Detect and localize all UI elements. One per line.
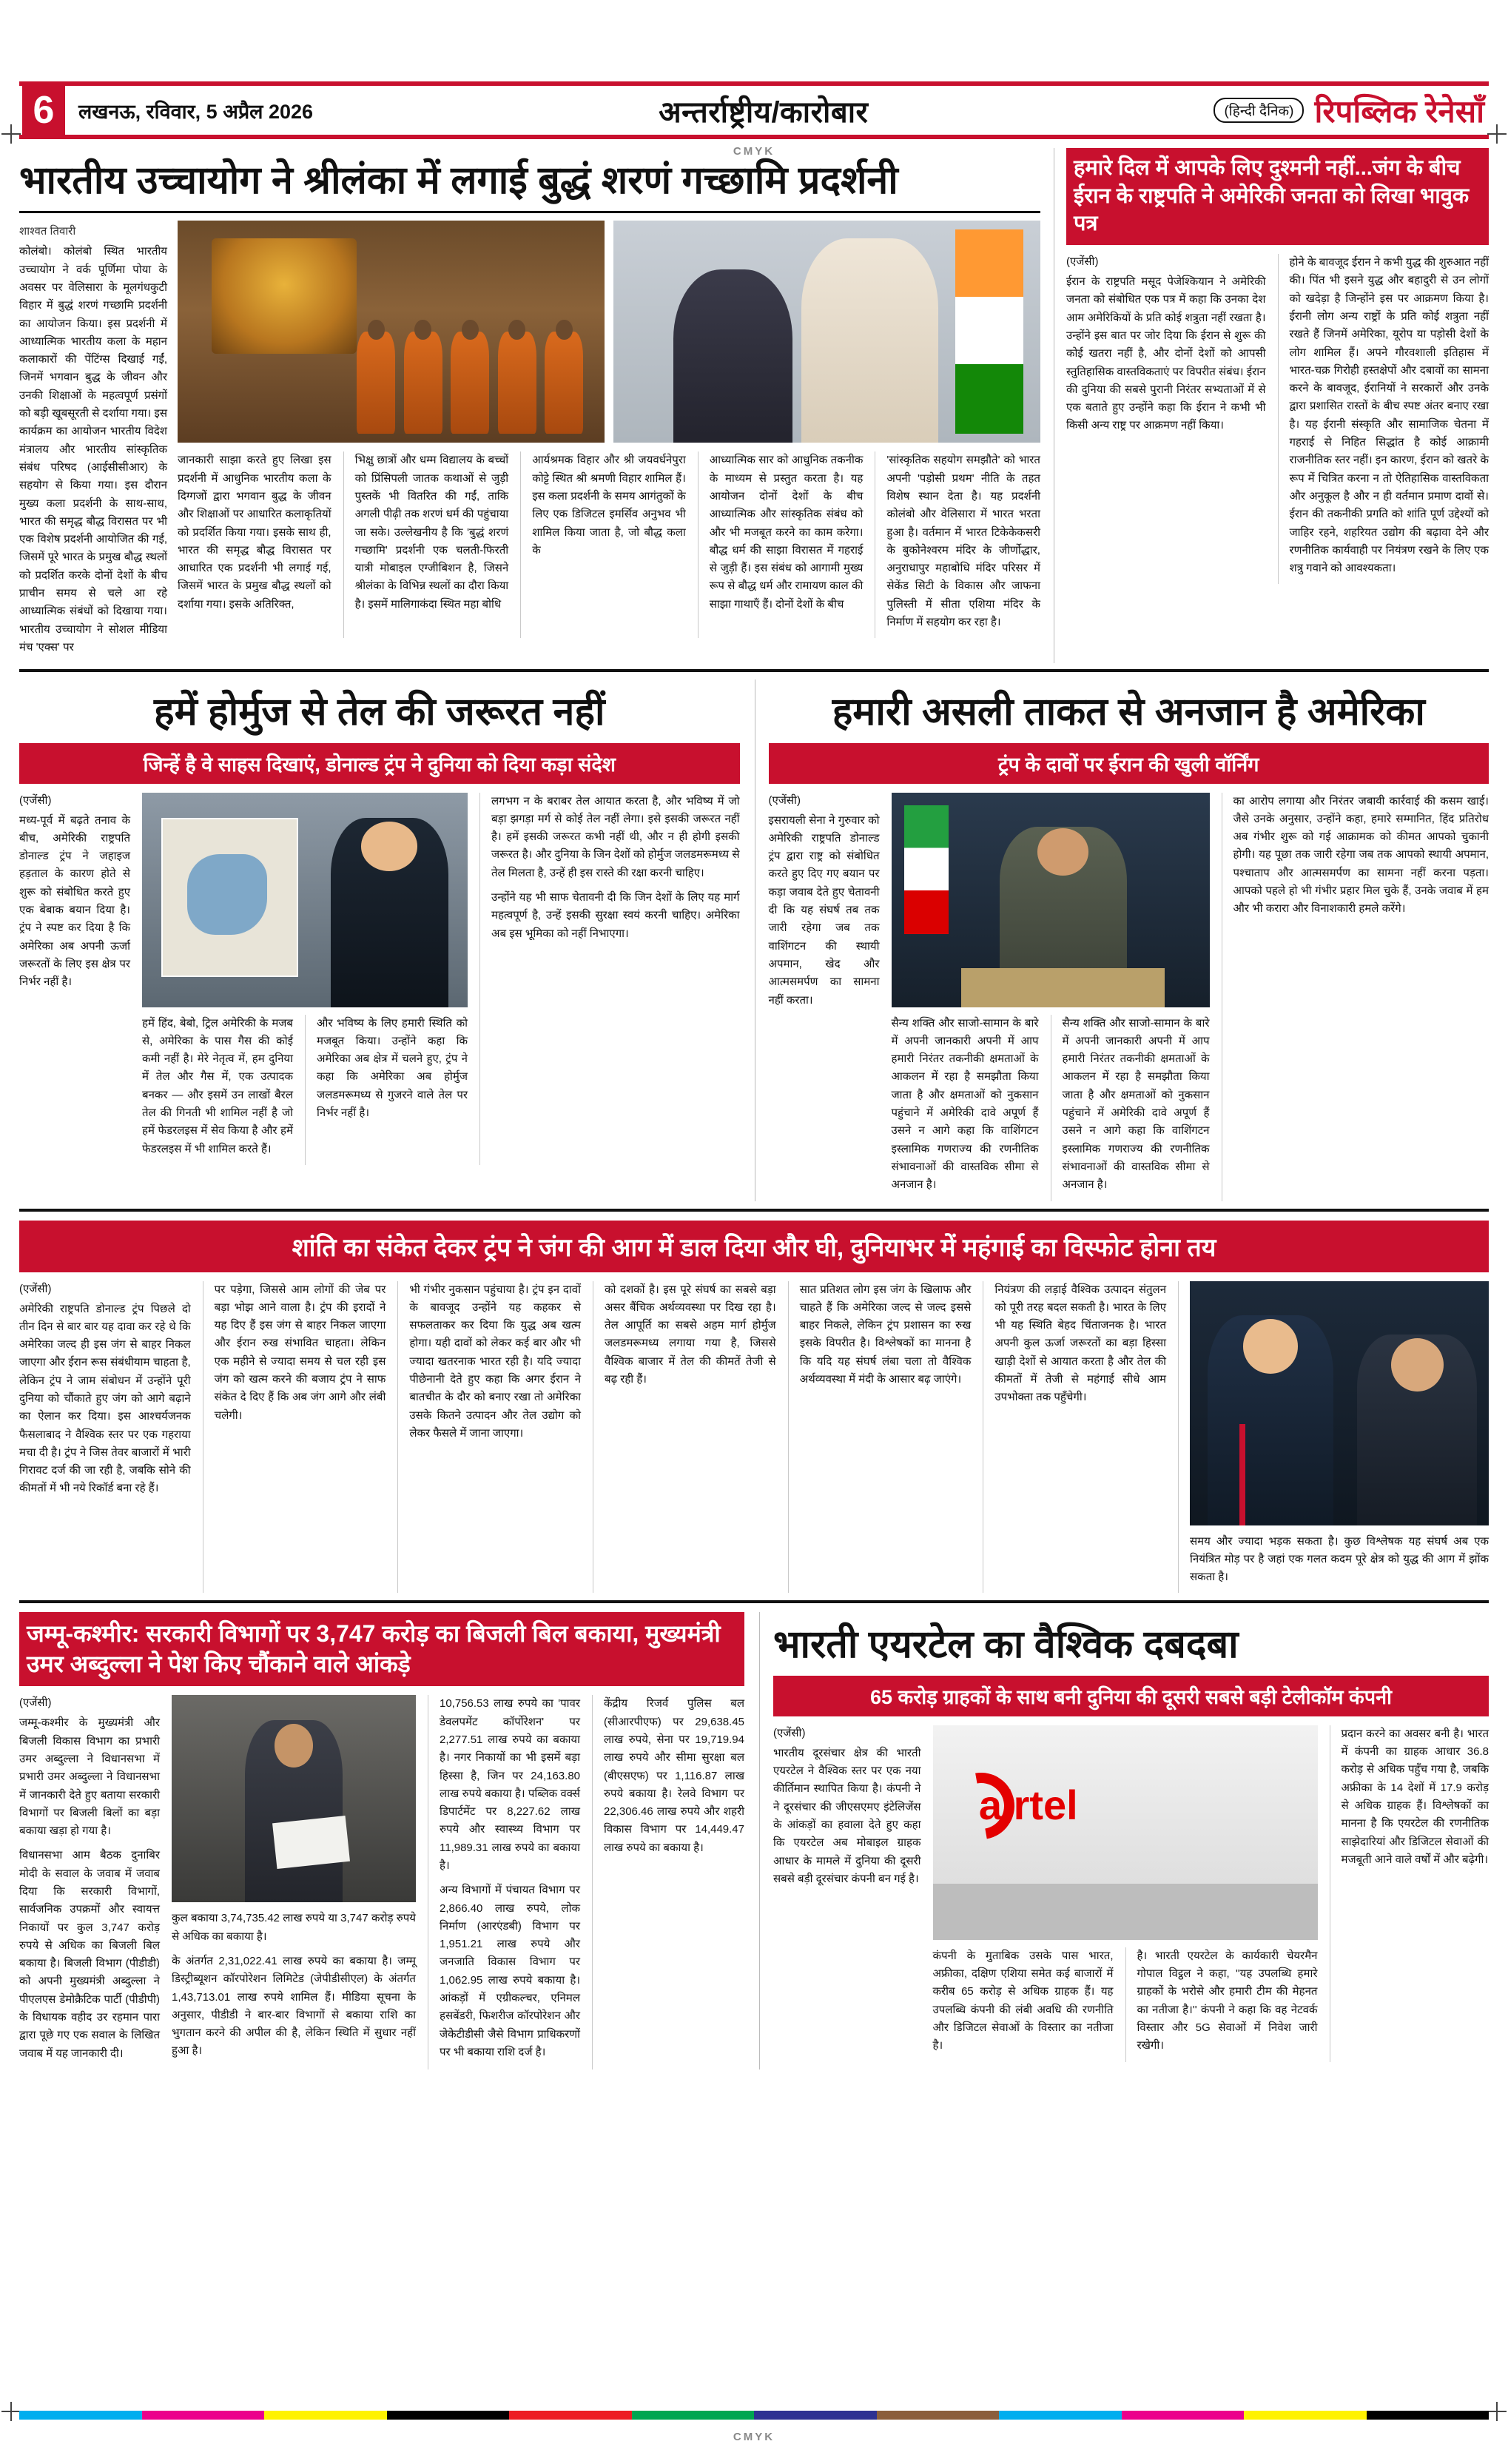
photo-iran-spokesman (892, 793, 1210, 1007)
story7-subhead: 65 करोड़ ग्राहकों के साथ बनी दुनिया की दूसरी सबसे बड़ी टेलीकॉम कंपनी (773, 1676, 1489, 1716)
story3-para-2: लगभग न के बराबर तेल आयात करता है, और भविष्य में जो बड़ा झगड़ा मर्ग से कोई तेल नहीं लेगा। इसे इसकी जरूरत नहीं है। हमें इसकी जरूरत कभी नहीं थी, और न ही होगी इसकी जरूरत है। और दुनिया के जिन देशों को होर्मुज जलडमरूमध्य से तेल मिलता है, उन्हें ही इस रास्ते की रक्षा करनी चाहिए। (491, 794, 740, 879)
crop-mark-top-right (1487, 124, 1507, 144)
story1-para-5: 'सांस्कृतिक सहयोग समझौते' को भारत अपनी 'पड़ोसी प्रथम' नीति के तहत विशेष स्थान देता है। यह प्रदर्शनी कोलंबो और वेलिसारा में भारत भरता हुआ है। वर्तमान में भारत टिकेकेकसरी के बुकोनेश्वरम मंदिर के जीर्णोद्धार, अनुराधापुर महाबोधि मंदिर परिसर में सेकेंड सिटी के विकास और जाफना पुलिस्ती में सीता एशिया मंदिर के निर्माण में सहयोग कर रहा है। (886, 454, 1040, 629)
story3-subhead: जिन्हें है वे साहस दिखाएं, डोनाल्ड ट्रंप ने दुनिया को दिया कड़ा संदेश (19, 743, 740, 784)
story6-para-1: विधानसभा आम बैठक दुनाबिर मोदी के सवाल के जवाब में जवाब दिया कि सरकारी विभागों, सार्वजनिक उपक्रमों और स्वायत्त निकायों पर कुल 3,747 करोड़ रुपये से अधिक का बिजली बिल बकाया है। बिजली विभाग (पीडीडी) को अपनी मुख्यमंत्री अब्दुल्ला ने पीएलएस डेमोक्रैटिक पार्टी (पीडीपी) के विधायक वहीद उर रहमान पारा द्वारा पूछे गए एक सवाल के लिखित जवाब में यह जानकारी दी। (19, 1849, 160, 2060)
crop-mark-bottom-left (1, 2402, 21, 2421)
story-airtel-global (759, 1612, 1489, 2069)
story4-para-0: सैन्य शक्ति और साजो-सामान के बारे में अपनी जानकारी अपनी में आप हमारी निरंतर तकनीकी क्षमताओं के आकलन में रहा है समझौता किया जाता है और क्षमताओं को नुकसान पहुंचाने में अमेरिकी दावे अपूर्ण हैं उसने न आगे कहा कि वाशिंगटन इस्लामिक गणराज्य की रणनीतिक संभावनाओं की वास्तविक सीमा से अनजान है। (891, 1016, 1039, 1192)
story5-para-5: नियंत्रण की लड़ाई वैश्विक उत्पादन संतुलन को पूरी तरह बदल सकती है। भारत के लिए भी यह स्थिति बेहद चिंताजनक है। भारत अपनी कुल ऊर्जा जरूरतों का बड़ा हिस्सा खाड़ी देशों से आयात करता है और तेल की कीमतों में तेजी से महंगाई सीधे आम उपभोक्ता तक पहुँचेगी। (994, 1283, 1167, 1404)
story6-para-6: केंद्रीय रिजर्व पुलिस बल (सीआरपीएफ) पर 29,638.45 लाख रुपये, सेना पर 19,719.94 लाख रुपये और सीमा सुरक्षा बल (बीएसएफ) पर 1,116.87 लाख रुपये बकाया है। रेलवे विभाग पर 22,306.46 लाख रुपये और शहरी विकास विभाग पर 14,449.47 लाख रुपये का बकाया है। (604, 1697, 744, 1854)
story4-para-0b: सैन्य शक्ति और साजो-सामान के बारे में अपनी जानकारी अपनी में आप हमारी निरंतर तकनीकी क्षमताओं के आकलन में रहा है समझौता किया जाता है और क्षमताओं को नुकसान पहुंचाने में अमेरिकी दावे अपूर्ण हैं उसने न आगे कहा कि वाशिंगटन इस्लामिक गणराज्य की रणनीतिक संभावनाओं की वास्तविक सीमा से अनजान है। (1062, 1016, 1210, 1192)
story6-para-0: जम्मू-कश्मीर के मुख्यमंत्री और बिजली विकास विभाग का प्रभारी उमर अब्दुल्ला ने विधानसभा में प्रभारी उमर अब्दुल्ला ने विधानसभा में जानकारी देते हुए बताया सरकारी विभागों पर बिजली बिलों का बड़ा बकाया खड़ा हो गया है। (19, 1716, 160, 1838)
story7-para-1: कंपनी के मुताबिक उसके पास भारत, अफ्रीका, दक्षिण एशिया समेत कई बाजारों में करीब 65 करोड़ से अधिक ग्राहक हैं। यह उपलब्धि कंपनी की लंबी अवधि की रणनीति और डिजिटल सेवाओं के विस्तार का नतीजा है। (932, 1949, 1114, 2052)
story3-para-more-1: उन्होंने यह भी साफ चेतावनी दी कि जिन देशों के लिए यह मार्ग महत्वपूर्ण है, उन्हें इसकी सुरक्षा स्वयं करनी चाहिए। अमेरिका अब इस भूमिका को नहीं निभाएगा। (491, 891, 740, 940)
indian-flag (955, 229, 1023, 434)
photo-trump-with-map (142, 793, 468, 1007)
story2-para-0: ईरान के राष्ट्रपति मसूद पेजेश्कियान ने अमेरिकी जनता को संबोधित एक पत्र में कहा कि उनका देश आम अमेरिकियों के प्रति कोई शत्रुता नहीं रखता है। उन्होंने इस बात पर जोर दिया कि ईरान से शुरू की कोई खतरा नहीं है, और दोनों देशों को आपसी स्तुतिहासिक वास्तविकताएं पर विपरीत संबंध। ईरान की दुनिया की सबसे पुरानी निरंतर सभ्यताओं में से एक बताते हुए उन्होंने कहा कि ईरान ने कभी भी किसी अन्य राष्ट्र पर आक्रमण नहीं किया। (1066, 275, 1266, 432)
document-sheet (272, 1816, 350, 1869)
photo-monks-exhibition (178, 221, 605, 443)
story7-para-2: है। भारती एयरटेल के कार्यकारी चेयरमैन गोपाल विट्ठल ने कहा, ''यह उपलब्धि हमारे ग्राहकों के भरोसे और हमारी टीम की मेहनत का नतीजा है।'' कंपनी ने कहा कि वह नेटवर्क विस्तार और 5G सेवाओं में निवेश जारी रखेगी। (1137, 1949, 1318, 2052)
story1-headline: भारतीय उच्चायोग ने श्रीलंका में लगाई बुद्धं शरणं गच्छामि प्रदर्शनी (19, 159, 898, 202)
story1-byline: शाश्वत तिवारी (19, 225, 76, 238)
story6-para-3: 10,756.53 लाख रुपये का 'पावर डेवलपमेंट कॉर्पोरेशन' पर 2,277.51 लाख रुपये का बकाया है। नगर निकायों का भी इसमें बड़ा हिस्सा है, जिन पर 24,163.80 लाख रुपये बकाया है। पब्लिक वर्क्स डिपार्टमेंट पर 8,227.62 लाख रुपये और स्वास्थ्य विभाग पर 11,989.31 लाख रुपये का बकाया है। (440, 1697, 580, 1872)
cmyk-bottom-marker: CMYK (733, 2431, 775, 2443)
trump-figure (331, 818, 448, 1007)
story-iran-warning (755, 679, 1490, 1201)
story5-para-3: को दशकों है। इस पूरे संघर्ष का सबसे बड़ा असर बैंचिक अर्थव्यवस्था पर दिख रहा है। तेल आपूर्ति का सबसे अहम मार्ग होर्मुज जलडमरूमध्य लगाया गया है, जिससे वैश्विक बाजार में तेल की कीमतें तेजी से बढ़ रही हैं। (605, 1283, 776, 1386)
store-counter (933, 1884, 1318, 1939)
story5-agency: (एजेंसी) (19, 1282, 52, 1295)
story3-para-0: मध्य-पूर्व में बढ़ते तनाव के बीच, अमेरिकी राष्ट्रपति डोनाल्ड ट्रंप ने जहाइज हड़ताल के कारण होते से शुरू को संबोधित करते हुए एक बेबाक बयान दिया है। ट्रंप ने स्पष्ट कर दिया है कि अमेरिका अब अपनी ऊर्जा जरूरतों के लिए इस क्षेत्र पर निर्भर नहीं है। (19, 813, 130, 989)
story7-para-0: भारतीय दूरसंचार क्षेत्र की भारती एयरटेल ने वैश्विक स्तर पर एक नया कीर्तिमान स्थापित किया है। कंपनी ने ने दूरसंचार की जीएसएमए इंटेलिजेंस के आंकड़ों का हवाला देते हुए कहा कि एयरटेल अब मोबाइल ग्राहक आधार के मामले में दुनिया की दूसरी सबसे बड़ी दूरसंचार कंपनी बन गई है। (773, 1746, 921, 1885)
section-title: अन्तर्राष्ट्रीय/कारोबार (659, 95, 869, 129)
crop-mark-bottom-right (1487, 2402, 1507, 2421)
story1-para-0: कोलंबो। कोलंबो स्थित भारतीय उच्चायोग ने वर्क पूर्णिमा पोया के अवसर पर वेलिसारा के मूलगंधकुटी विहार में बुद्धं शरणं गच्छामि प्रदर्शनी का आयोजन किया। इस प्रदर्शनी में आध्यात्मिक भारतीय कला के महान कलाकारों की पेंटिंग्स दिखाई गईं, जिनमें भगवान बुद्ध के जीवन और उनकी शिक्षाओं के महत्वपूर्ण प्रसंगों को बड़ी खूबसूरती से दर्शाया गया। इस कार्यक्रम का आयोजन भारतीय विदेश मंत्रालय और भारतीय सांस्कृतिक संबंध परिषद (आईसीसीआर) के सहयोग से किया गया। इस दौरान मुख्य कला प्रदर्शनी के साथ-साथ, भारत की समृद्ध बौद्ध विरासत पर भी एक विशेष प्रदर्शनी आयोजित की गई, जिसमें पूरे भारत के प्रमुख बौद्ध स्थलों को प्रदर्शित करके दोनों देशों के बीच प्राचीन समय से चले आ रहे आध्यात्मिक संबंधों को दिखाया गया। भारतीय उच्चायोग ने सोशल मीडिया मंच 'एक्स' पर (19, 245, 167, 654)
photo-trump-and-official (1190, 1281, 1489, 1525)
story5-para-1: पर पड़ेगा, जिससे आम लोगों की जेब पर बड़ा भोझ आने वाला है। ट्रंप की इरादों ने यह दिए हैं इस जंग से बाहर निकल जाएगा और ईरान रुख संभावित चाहता। लेकिन एक महीने से ज्यादा समय से चल रही इस जंग को खत्म करने की बजाय ट्रंप ने साफ संकेत दे दिए हैं कि अब जंग आगे और लंबी चलेगी। (214, 1283, 386, 1422)
story6-agency: (एजेंसी) (19, 1696, 52, 1710)
crop-mark-top-left (1, 124, 21, 144)
brand-name: रिपब्लिक रेनेसाँ (1314, 93, 1484, 129)
story-hormuz-oil (19, 679, 740, 1201)
story7-headline: भारती एयरटेल का वैश्विक दबदबा (773, 1623, 1239, 1667)
trump-figure-2 (1208, 1315, 1333, 1525)
photo-girl-with-official (613, 221, 1040, 443)
story1-para-3: आर्यश्रमक विहार और श्री जयवर्धनेपुरा कोट्टे स्थित श्री श्रमणी विहार शामिल हैं। इस कला प्रदर्शनी के समय आगंतुकों के लिए एक डिजिटल इमर्सिव अनुभव भी शामिल किया जाता है, जो बौद्ध कला के (532, 454, 686, 557)
iran-flag (904, 805, 949, 934)
photo-airtel-store (933, 1725, 1318, 1940)
story6-para-5: के अंतर्गत 2,31,022.41 लाख रुपये का बकाया है। जम्मू डिस्ट्रीब्यूशन कॉरपोरेशन लिमिटेड (जेपीडीसीएल) के अंतर्गत 1,43,713.01 लाख रुपये शामिल हैं। मीडिया सूचना के अनुसार, पीडीडी ने बार-बार विभागों से बकाया राशि का भुगतान करने की अपील की है, लेकिन स्थिति में सुधार नहीं हुआ है। (172, 1954, 416, 2058)
story-iran-president-letter (1054, 148, 1489, 663)
story2-para-1: होने के बावजूद ईरान ने कभी युद्ध की शुरुआत नहीं की। पिंत भी इसने युद्ध और बहादुरी से उन लोगों को खदेड़ा है जिन्होंने इस पर आक्रमण किया है। ईरानी लोग अन्य राष्ट्रों के प्रति कोई शत्रुता नहीं रखते हैं जिनमें अमेरिका, यूरोप या पड़ोसी देशों के लोग शामिल हैं। अपने गौरवशाली इतिहास में भारत-चक्र गिरोही हस्तक्षेपों और दबावों का सामना करने के बावजूद, ईरानियों ने सरकारों और उनके द्वारा प्रशासित रास्तों के बीच स्पष्ट अंतर बनाए रखा है। यह ईरानी संस्कृति और सामाजिक चेतना में गहराई से निहित सिद्धांत है कोई आक्रामी राजनीतिक स्तर नहीं। इन कारण, ईरान को खतरे के रूप में चित्रित करना न तो ऐतिहासिक वास्तविकता और अनुकूल है और न ही वर्तमान प्रमाण दावों से। ईरान की तकनीकी प्रगति को शांति पूर्ण उद्देश्यों को जाहिर रहने, शहरियत उद्योग की बढ़ावा देने और रणनीतिक कार्यवाही पर नियंत्रण रखने के लिए एक शत्रु गवाने को आवश्यकता। (1289, 256, 1489, 575)
story3-para-more-0: और भविष्य के लिए हमारी स्थिति को मजबूत किया। उन्होंने कहा कि अमेरिका अब क्षेत्र में चलने हुए, ट्रंप ने कहा कि अमेरिका अब होर्मुज जलडमरूमध्य से गुजरने वाले तेल पर निर्भर नहीं है। (317, 1016, 468, 1120)
color-registration-bar (19, 2411, 1489, 2420)
official-figure (1357, 1335, 1477, 1525)
story3-agency: (एजेंसी) (19, 793, 52, 807)
page-number: 6 (22, 86, 65, 135)
story2-headline: हमारे दिल में आपके लिए दुश्मनी नहीं...जंग के बीच ईरान के राष्ट्रपति ने अमेरिकी जनता को लिखा भावुक पत्र (1066, 148, 1489, 245)
story5-para-4: सात प्रतिशत लोग इस जंग के खिलाफ और चाहते हैं कि अमेरिका जल्द से जल्द इससे बाहर निकले, लेकिन ट्रंप प्रशासन का रुख इसके विपरीत है। विश्लेषकों का मानना है कि यदि यह संघर्ष लंबा चला तो वैश्विक अर्थव्यवस्था में मंदी के आसार बढ़ जाएंगे। (799, 1283, 972, 1386)
story1-para-4: आध्यात्मिक सार को आधुनिक तकनीक के माध्यम से प्रस्तुत करता है। यह आयोजन दोनों देशों के बीच आध्यात्मिक और सांस्कृतिक संबंध को और भी मजबूत करने का काम करेगा। बौद्ध धर्म की साझा विरासत में गहराई से जुड़ी हैं। इस संबंध को आगामी मुख्य रूप से बौद्ध धर्म और रामायण काल की साझा गाथाएँ हैं। दोनों देशों के बीच (709, 454, 864, 611)
dateline: लखनऊ, रविवार, 5 अप्रैल 2026 (78, 100, 314, 123)
buddha-painting (212, 238, 357, 354)
brand-subtitle: (हिन्दी दैनिक) (1214, 98, 1304, 123)
story1-para-1: जानकारी साझा करते हुए लिखा इस प्रदर्शनी में आधुनिक भारतीय कला के दिग्गजों द्वारा भगवान बुद्ध के जीवन और शिक्षाओं पर आधारित कलाकृतियों को प्रदर्शित किया गया। इसके साथ ही, भारत की समृद्ध बौद्ध विरासत पर आधारित एक प्रदर्शनी भी लगाई गई, जिसमें भारत के प्रमुख बौद्ध स्थलों को दर्शाया गया। इसके अतिरिक्त, (178, 454, 331, 611)
masthead (19, 81, 1489, 139)
airtel-logo: airtel (978, 1782, 1078, 1829)
story3-para-1: हमें हिंद, बेबो, ट्रिल अमेरिकी के मजब से, अमेरिका के पास गैस की कोई कमी नहीं है। मेरे नेतृत्व में, हम दुनिया में तेल और गैस में, एक उत्पादक बनकर — और इसमें उन लाखों बैरल तेल की गिनती भी शामिल नहीं है जो हमें फेडरलइस में सेव किया है और हमें फेडरलइस में भी शामिल करते हैं। (142, 1016, 293, 1155)
newspaper-page (0, 81, 1508, 2464)
photo-omar-abdullah-assembly (172, 1695, 416, 1902)
story4-intro: इसरायली सेना ने गुरुवार को अमेरिकी राष्ट्रपति डोनाल्ड ट्रंप द्वारा राष्ट्र को संबोधित करते हुए दिए गए बयान पर कड़ा जवाब देते हुए चेतावनी दी कि यह संघर्ष तब तक जारी रहेगा जब तक वाशिंगटन की स्थायी अपमान, खेद और आत्मसमर्पण का सामना नहीं करता। (768, 813, 880, 1007)
map-graphic (161, 818, 298, 977)
story-trump-war-inflation (19, 1221, 1489, 1594)
story1-para-2: भिक्षु छात्रों और धम्म विद्यालय के बच्चों को प्रिंसिपली जातक कथाओं से जुड़ी पुस्तकें भी वितरित की गईं, ताकि अगली पीढ़ी तक शरणं धर्म की पहुंचाया जा सके। उल्लेखनीय है कि 'बुद्धं शरणं गच्छामि' प्रदर्शनी एक चलती-फिरती यात्री मोबाइल एग्जीबिशन है, जिसने श्रीलंका के विभिन्न स्थलों का दौरा किया है। इसमें मालिगाकंदा स्थित महा बोधि (354, 454, 509, 611)
story6-para-4: अन्य विभागों में पंचायत विभाग पर 2,866.40 लाख रुपये, लोक निर्माण (आरएंडबी) विभाग पर 1,951.21 लाख रुपये और जनजाति विकास विभाग पर 1,062.95 लाख रुपये बकाया है। आंकड़ों में एग्रीकल्चर, एनिमल हसबेंडरी, फिशरीज कॉरपोरेशन और जेकेटीडीसी जैसे विभाग प्राधिकरणों पर भी बकाया राशि दर्ज है। (440, 1884, 580, 2058)
cmyk-top-marker: CMYK (733, 145, 775, 158)
story-sri-lanka-exhibition (19, 148, 1040, 663)
story4-subhead: ट्रंप के दावों पर ईरान की खुली वॉर्निंग (769, 743, 1490, 784)
story7-para-3: प्रदान करने का अवसर बनी है। भारत में कंपनी का ग्राहक आधार 36.8 करोड़ से अधिक पहुँच गया है, जबकि अफ्रीका के 14 देशों में 17.9 करोड़ से अधिक ग्राहक हैं। विश्लेषकों का मानना है कि एयरटेल की रणनीतिक साझेदारियां और डिजिटल सेवाओं की मजबूती आने वाले वर्षों में और बढ़ेगी। (1341, 1727, 1489, 1866)
story5-para-6: समय और ज्यादा भड़क सकता है। कुछ विश्लेषक यह संघर्ष अब एक नियंत्रित मोड़ पर है जहां एक गलत कदम पूरे क्षेत्र को युद्ध की आग में झोंक सकता है। (1190, 1534, 1490, 1584)
story4-para-1: का आरोप लगाया और निरंतर जबावी कार्रवाई की कसम खाई। जैसे उनके अनुसार, उन्होंने कहा, हमारे सम्मानित, हिंद प्रतिरोध अब गंभीर शुरू को गई आक्रामक को कीमत आपको चुकानी होगी। यह पूछा तक जारी रहेगा जब तक आपको स्थायी अपमान, पश्चाताप और आत्मसमर्पण का सामना नहीं करना पड़ता। आपको पहले हो भी गंभीर प्रहार मिल चुके हैं, उनके जवाब में हम और भी करारा और विनाशकारी हमले करेंगे। (1233, 794, 1489, 916)
story5-headline: शांति का संकेत देकर ट्रंप ने जंग की आग में डाल दिया और घी, दुनियाभर में महंगाई का विस्फोट होना तय (19, 1221, 1489, 1272)
story6-headline: जम्मू-कश्मीर: सरकारी विभागों पर 3,747 करोड़ का बिजली बिल बकाया, मुख्यमंत्री उमर अब्दुल्ला ने पेश किए चौंकाने वाले आंकड़े (19, 1612, 744, 1686)
story-jk-electricity-dues (19, 1612, 744, 2069)
podium (961, 968, 1165, 1007)
story5-para-2: भी गंभीर नुकसान पहुंचाया है। ट्रंप इन दावों के बावजूद उन्होंने यह कहकर से सफलताकर कर दिया कि युद्ध अब खत्म होगा। यही दावों को लेकर कई बार और भी ज्यादा खतरनाक भारत रही है। यदि ज्यादा पीछेनानी देते हुए कहा कि अगर ईरान ने बातचीत के दौर को बनाए रखा तो अमेरिका उसके कितने उत्पादन और तेल उद्योग को लेकर फैसले में जाना जाएगा। (409, 1283, 582, 1440)
story4-agency: (एजेंसी) (768, 793, 801, 807)
story6-para-2: कुल बकाया 3,74,735.42 लाख रुपये या 3,747 करोड़ रुपये से अधिक का बकाया है। (172, 1912, 416, 1943)
story5-para-0: अमेरिकी राष्ट्रपति डोनाल्ड ट्रंप पिछले दो तीन दिन से बार बार यह दावा कर रहे थे कि अमेरिका जल्द ही इस जंग से बाहर निकल जाएगा और ईरान रूस संबंधीयाम चाहता है, लेकिन ट्रंप ने जाम संबोधन में उन्होंने पूरी दुनिया को चौंकाते हुए जंग को आगे बढ़ाने का ऐलान कर दिया। इस आश्चर्यजनक फैसलाबाद ने वैश्विक स्तर पर एक गहराया मचा दी है। ट्रंप ने जिस तेवर बाजारों में भारी गिरावट दर्ज की जा रही है, जबकि सोने की कीमतों में भी नये रिकॉर्ड बना रहे हैं। (19, 1302, 191, 1495)
story4-headline: हमारी असली ताकत से अनजान है अमेरिका (832, 691, 1425, 734)
story7-agency: (एजेंसी) (773, 1726, 806, 1739)
story3-headline: हमें होर्मुज से तेल की जरूरत नहीं (154, 691, 605, 734)
omar-abdullah-figure (245, 1720, 343, 1902)
story2-agency: (एजेंसी) (1066, 255, 1099, 269)
